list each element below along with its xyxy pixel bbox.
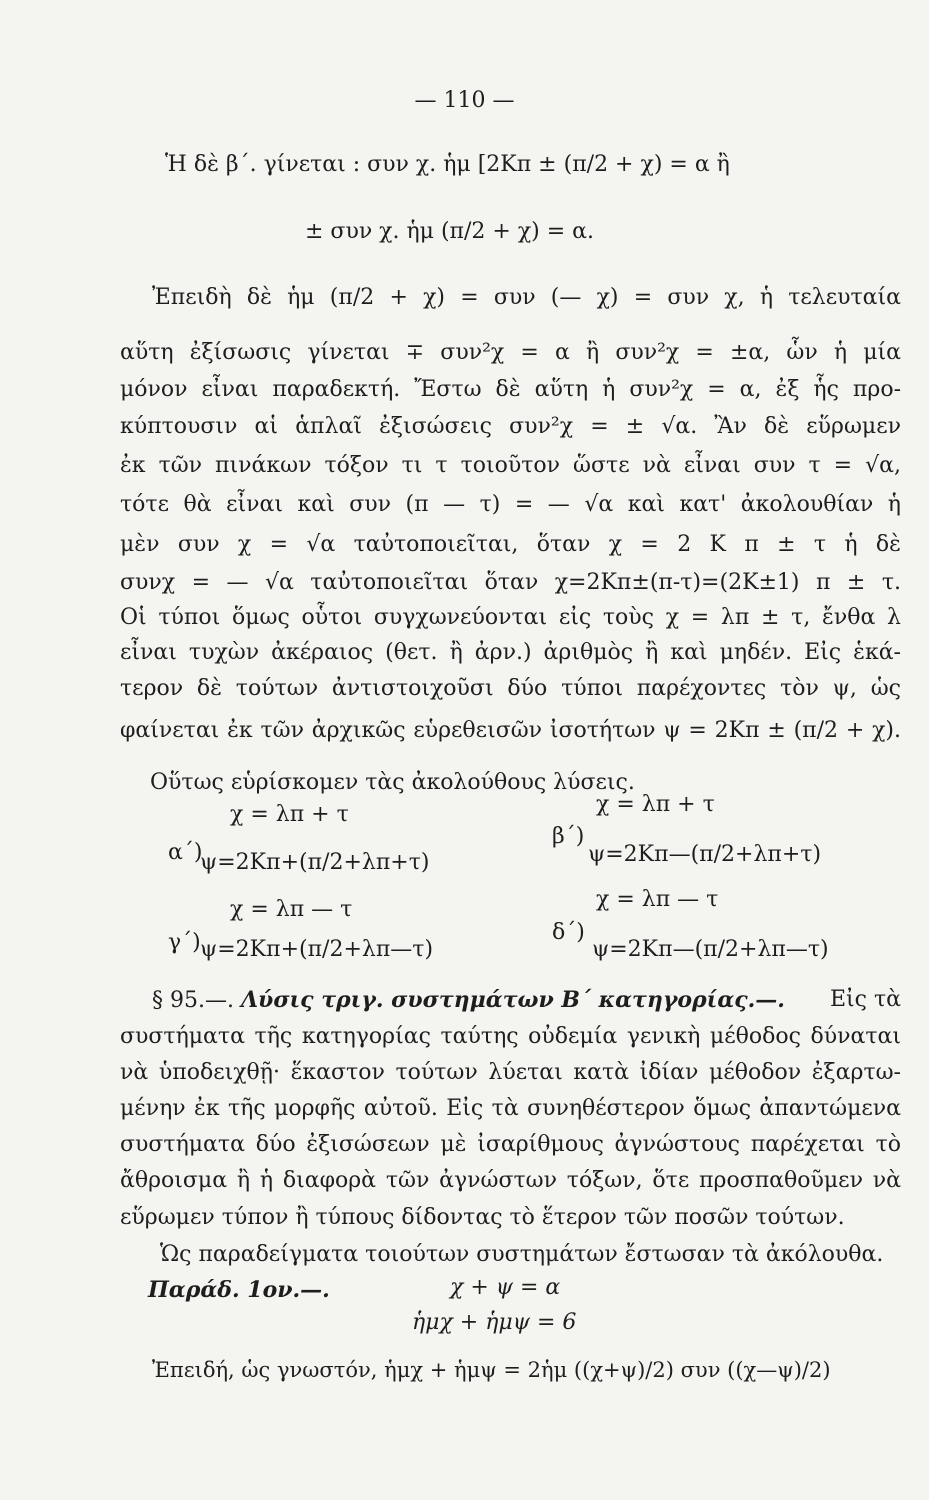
text-line: Ὡς παραδείγματα τοιούτων συστημάτων ἔστωσαν τὰ ἀκόλουθα.: [160, 1242, 884, 1267]
solution-psi: ψ=2Κπ—(π/2+λπ—τ): [592, 937, 829, 962]
text-line: Ἐπειδή, ὡς γνωστόν, ἡμχ + ἡμψ = 2ἡμ ((χ+ψ)/2) συν ((χ—ψ)/2): [152, 1358, 831, 1382]
solution-label: γ΄): [168, 930, 201, 955]
page-number: — 110 —: [414, 88, 515, 113]
text-line: μὲν συν χ = √α ταὐτοποιεῖται, ὅταν χ = 2 Κ π ± τ ἡ δὲ: [120, 532, 901, 557]
equation: ἡμχ + ἡμψ = 6: [412, 1310, 577, 1335]
text-line: τότε θὰ εἶναι καὶ συν (π — τ) = — √α καὶ κατ' ἀκολουθίαν ἡ: [120, 492, 901, 517]
text-line: κύπτουσιν αἱ ἁπλαῖ ἐξισώσεις συν²χ = ± √α. Ἂν δὲ εὕρωμεν: [120, 414, 901, 439]
text-line: αὕτη ἐξίσωσις γίνεται ∓ συν²χ = α ἢ συν²χ = ±α, ὧν ἡ μία: [120, 340, 901, 365]
solution-x: χ = λπ + τ: [596, 792, 715, 817]
text-line: ἄθροισμα ἢ ἡ διαφορὰ τῶν ἀγνώστων τόξων, ὅτε προσπαθοῦμεν νὰ: [120, 1168, 901, 1193]
solution-label: δ΄): [552, 920, 585, 945]
example-label: Παράδ. 1ον.—.: [148, 1277, 330, 1303]
text-line: συστήματα τῆς κατηγορίας ταύτης οὐδεμία γενικὴ μέθοδος δύναται: [120, 1024, 901, 1049]
text-line: Ἡ δὲ β΄. γίνεται : συν χ. ἡμ [2Κπ ± (π/2 + χ) = α ἢ: [165, 152, 730, 177]
section-heading: [152, 985, 901, 1016]
text-line: νὰ ὑποδειχθῇ· ἕκαστον τούτων λύεται κατὰ ἰδίαν μέθοδον ἐξαρτω-: [120, 1060, 901, 1085]
text-line: ἐκ τῶν πινάκων τόξον τι τ τοιοῦτον ὥστε νὰ εἶναι συν τ = √α,: [120, 453, 901, 478]
section-number: § 95.—.: [152, 988, 234, 1013]
solution-psi: ψ=2Κπ+(π/2+λπ+τ): [200, 850, 430, 875]
text-line: μόνον εἶναι παραδεκτή. Ἔστω δὲ αὕτη ἡ συν²χ = α, ἐξ ἧς προ-: [120, 377, 901, 402]
solution-x: χ = λπ — τ: [596, 887, 719, 912]
equation: χ + ψ = α: [450, 1275, 561, 1300]
text-line: Ἐπειδὴ δὲ ἡμ (π/2 + χ) = συν (— χ) = συν χ, ἡ τελευταία: [152, 285, 901, 310]
solution-psi: ψ=2Κπ—(π/2+λπ+τ): [588, 842, 822, 867]
text-line: ± συν χ. ἡμ (π/2 + χ) = α.: [305, 219, 595, 244]
text-line: φαίνεται ἐκ τῶν ἀρχικῶς εὑρεθεισῶν ἰσοτήτων ψ = 2Κπ ± (π/2 + χ).: [120, 718, 901, 743]
text-line: εἶναι τυχὼν ἀκέραιος (θετ. ἢ ἀρν.) ἀριθμὸς ἢ καὶ μηδέν. Εἰς ἑκά-: [120, 640, 901, 665]
text-line: μένην ἐκ τῆς μορφῆς αὐτοῦ. Εἰς τὰ συνηθέστερον ὅμως ἀπαντώμενα: [120, 1096, 901, 1121]
solution-x: χ = λπ — τ: [230, 897, 353, 922]
solution-label: α΄): [168, 840, 203, 865]
text-line: Οὕτως εὑρίσκομεν τὰς ἀκολούθους λύσεις.: [150, 770, 635, 795]
section-lead: Εἰς τὰ: [829, 987, 901, 1012]
text-line: συστήματα δύο ἐξισώσεων μὲ ἰσαρίθμους ἀγνώστους παρέχεται τὸ: [120, 1132, 901, 1157]
solution-x: χ = λπ + τ: [230, 802, 349, 827]
section-title: Λύσις τριγ. συστημάτων Β΄ κατηγορίας.—.: [240, 987, 785, 1013]
text-line: εὕρωμεν τύπον ἢ τύπους δίδοντας τὸ ἕτερον τῶν ποσῶν τούτων.: [120, 1205, 845, 1230]
solution-psi: ψ=2Κπ+(π/2+λπ—τ): [200, 937, 434, 962]
text-line: συνχ = — √α ταὐτοποιεῖται ὅταν χ=2Κπ±(π-τ)=(2Κ±1) π ± τ.: [120, 570, 901, 595]
text-line: Οἱ τύποι ὅμως οὗτοι συγχωνεύονται εἰς τοὺς χ = λπ ± τ, ἔνθα λ: [120, 605, 901, 630]
text-line: τερον δὲ τούτων ἀντιστοιχοῦσι δύο τύποι παρέχοντες τὸν ψ, ὡς: [120, 676, 901, 701]
solution-label: β΄): [552, 824, 585, 849]
